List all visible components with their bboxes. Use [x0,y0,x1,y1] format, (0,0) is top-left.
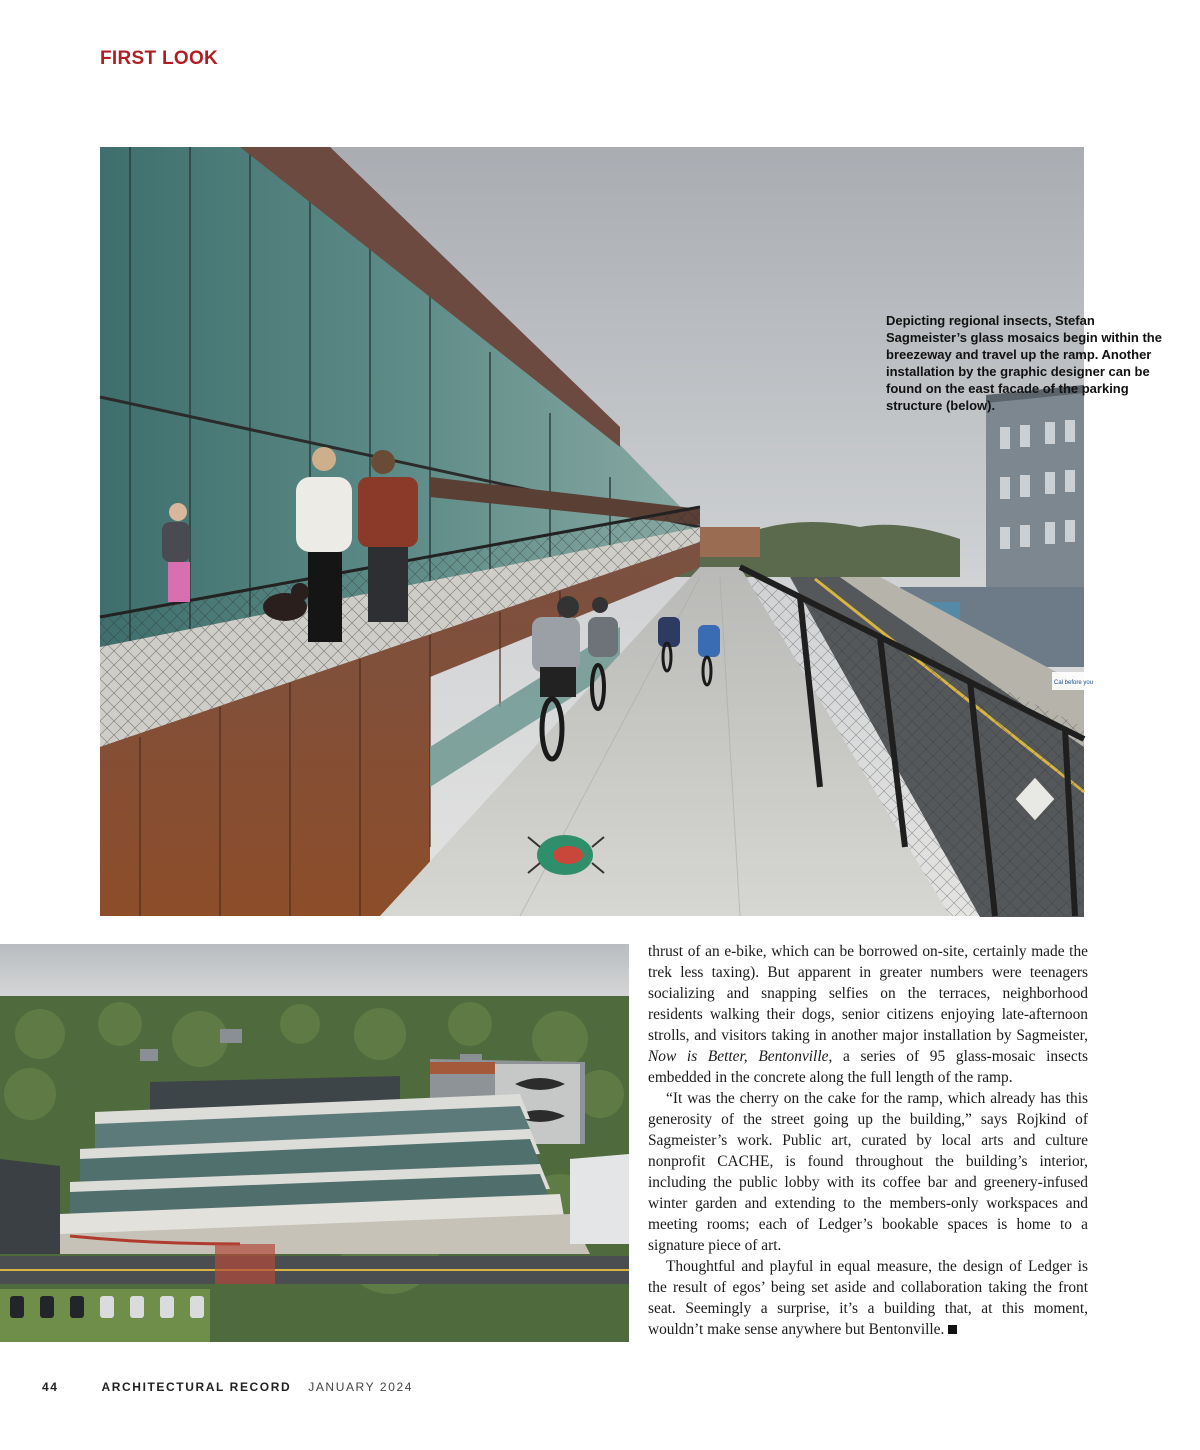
paragraph-text: thrust of an e-bike, which can be borrowed on-site, certainly made the trek less taxing). But apparent in greater numbers were teenagers socializing and snapping selfies on the terraces, neighborhood residents walking their dogs, senior citizens enjoying late-afternoon strolls, and visitors taking in another major installation by Sagmeister, [648,943,1088,1044]
article-paragraph [648,941,1088,1088]
photo-caption: Depicting regional insects, Stefan Sagmeister’s glass mosaics begin within the breezeway and travel up the ramp. Another installation by the graphic designer can be found on the east facade of the parking structure (below). [886,313,1162,413]
paragraph-text: “It was the cherry on the cake for the ramp, which already has this generosity of the street going up the building,” says Rojkind of Sagmeister’s work. Public art, curated by local arts and culture nonprofit CACHE, is found throughout the building’s interior, including the public lobby with its coffee bar and greenery-infused winter garden and extending to the members-only workspaces and meeting rooms; each of Ledger’s bookable spaces is home to a signature piece of art. [648,1090,1088,1254]
ramp-photo [100,147,1162,916]
section-label: FIRST LOOK [100,48,219,69]
article-paragraph [648,1256,1088,1340]
issue-date: JANUARY 2024 [308,1380,414,1394]
page-number: 44 [42,1380,59,1394]
page-footer [42,1380,413,1394]
article-body [648,941,1088,1340]
storefront-sign: Cal before you [1054,680,1094,686]
end-of-article-mark [948,1325,957,1334]
aerial-photo [0,944,629,1342]
ramp-photo-illustration [100,147,1094,916]
article-paragraph [648,1088,1088,1256]
paragraph-text: Thoughtful and playful in equal measure, the design of Ledger is the result of egos’ being set aside and collaboration taking the front seat. Seemingly a surprise, it’s a building that, at this moment, wouldn’t make sense anywhere but Bentonville. [648,1258,1088,1338]
artwork-title: Now is Better, Bentonville [648,1048,829,1065]
aerial-photo-illustration [0,944,629,1342]
publication-name: ARCHITECTURAL RECORD [101,1380,292,1394]
paragraph-text: , a series of 95 glass-mosaic insects embedded in the concrete along the full length of the ramp. [648,1048,1088,1086]
